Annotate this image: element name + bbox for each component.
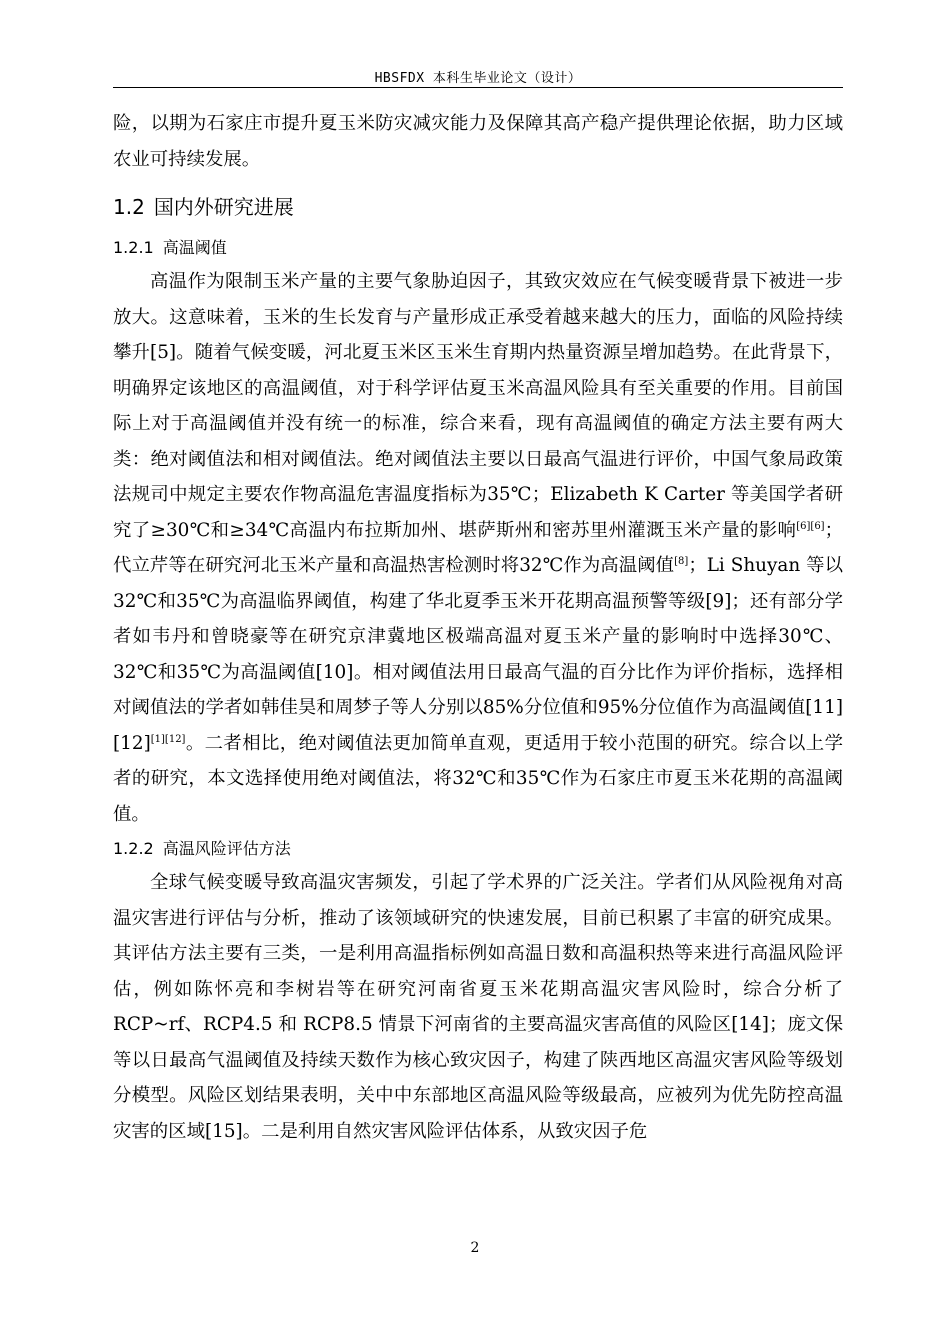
subsection-number: 1.2.2 [113,839,154,858]
page-body [113,106,843,1149]
citation: [1][12] [150,733,186,745]
subsection-title: 高温阈值 [162,238,227,257]
section-heading-1-2 [113,192,843,222]
running-header: HBSFDX 本科生毕业论文（设计） [374,71,582,86]
paragraph-high-temp-threshold [113,264,843,832]
subsection-number: 1.2.1 [113,238,154,257]
section-title: 国内外研究进展 [153,195,294,219]
page-number: 2 [470,1240,480,1256]
paragraph-text: 。二者相比，绝对阈值法更加简单直观，更适用于较小范围的研究。综合以上学者的研究，本文选择使用绝对阈值法，将32℃和35℃作为石家庄市夏玉米花期的高温阈值。 [113,732,843,825]
paragraph-text: 高温作为限制玉米产量的主要气象胁迫因子，其致灾效应在气候变暖背景下被进一步放大。这意味着，玉米的生长发育与产量形成正承受着越来越大的压力，面临的风险持续攀升[5]。随着气候变暖，河北夏玉米区玉米生育期内热量资源呈增加趋势。在此背景下，明确界定该地区的高温阈值，对于科学评估夏玉米高温风险具有至关重要的作用。目前国际上对于高温阈值并没有统一的标准，综合来看，现有高温阈值的确定方法主要有两大类：绝对阈值法和相对阈值法。绝对阈值法主要以日最高气温进行评价，中国气象局政策法规司中规定主要农作物高温危害温度指标为35℃；Elizabeth K Carter 等美国学者研究了≥30℃和≥34℃高温内布拉斯加州、堪萨斯州和密苏里州灌溉玉米产量的影响 [113,271,843,541]
section-number: 1.2 [113,195,145,219]
intro-paragraph: 险，以期为石家庄市提升夏玉米防灾减灾能力及保障其高产稳产提供理论依据，助力区域农业可持续发展。 [113,113,843,170]
citation: [6][6] [796,520,825,532]
paragraph-risk-assessment: 全球气候变暖导致高温灾害频发，引起了学术界的广泛关注。学者们从风险视角对高温灾害进行评估与分析，推动了该领域研究的快速发展，目前已积累了丰富的研究成果。其评估方法主要有三类，一是利用高温指标例如高温日数和高温积热等来进行高温风险评估，例如陈怀亮和李树岩等在研究河南省夏玉米花期高温灾害风险时，综合分析了 RCP~rf、RCP4.5 和 RCP8.5 情景下河南省的主要高温灾害高值的风险区[14]；庞文保等以日最高气温阈值及持续天数作为核心致灾因子，构建了陕西地区高温灾害风险等级划分模型。风险区划结果表明，关中中东部地区高温风险等级最高，应被列为优先防控高温灾害的区域[15]。二是利用自然灾害风险评估体系，从致灾因子危 [113,872,843,1142]
citation: [8] [674,556,689,567]
header-divider [113,87,843,88]
subsection-heading-1-2-1 [113,234,843,262]
paragraph-text: ；代立芹等在研究河北玉米产量和高温热害检测时将32℃作为高温阈值 [113,519,843,576]
subsection-title: 高温风险评估方法 [162,839,291,858]
paragraph-text: ；Li Shuyan 等以32℃和35℃为高温临界阈值，构建了华北夏季玉米开花期高温预警等级[9]；还有部分学者如韦丹和曾晓豪等在研究京津冀地区极端高温对夏玉米产量的影响时中选择30℃、32℃和35℃为高温阈值[10]。相对阈值法用日最高气温的百分比作为评价指标，选择相对阈值法的学者如韩佳昊和周梦子等人分别以85%分位值和95%分位值作为高温阈值[11][12] [113,555,843,754]
subsection-heading-1-2-2 [113,835,843,863]
